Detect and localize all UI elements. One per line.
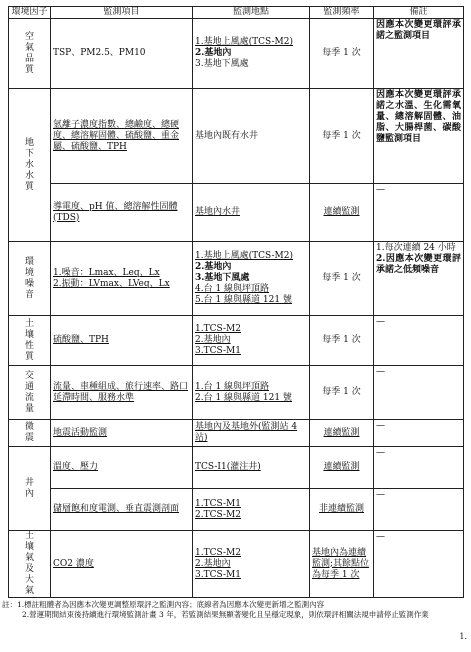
monitoring-plan-page	[8, 6, 463, 598]
table-row	[9, 316, 464, 366]
location-cell: 1.TCS-M1 2.TCS-M2	[193, 489, 310, 531]
note-cell: —	[374, 420, 464, 447]
table-row	[9, 242, 464, 316]
frequency-cell: 每季 1 次	[310, 19, 374, 89]
category-cell: 土壤性質	[9, 316, 51, 366]
item-cell: 流量、車種組成、旅行速率、路口延滯時間、服務水準	[51, 366, 193, 420]
table-header-row	[9, 7, 464, 19]
monitoring-table	[8, 6, 464, 598]
category-cell: 交通流量	[9, 366, 51, 420]
frequency-cell: 每季 1 次	[310, 89, 374, 184]
location-cell: 1.TCS-M2 2.基地內 3.TCS-M1	[193, 531, 310, 598]
note-cell: 1.每次連續 24 小時 2.因應本次變更環評承諾之低頻噪音	[374, 242, 464, 316]
item-cell: 氫離子濃度指數、總鹼度、總硬度、總溶解固體、硫酸鹽、重金屬、硫酸鹽、TPH	[51, 89, 193, 184]
page-mark: 1.	[459, 632, 467, 641]
location-cell: TCS-I1(灌注井)	[193, 447, 310, 489]
table-row	[9, 531, 464, 598]
item-cell: 導電度、pH 值、總溶解性固體(TDS)	[51, 184, 193, 242]
category-cell: 地下水水質	[9, 89, 51, 242]
table-row	[9, 19, 464, 89]
note-cell: —	[374, 489, 464, 531]
frequency-cell: 每季 1 次	[310, 316, 374, 366]
note-cell: —	[374, 531, 464, 598]
category-cell: 微震	[9, 420, 51, 447]
table-row	[9, 420, 464, 447]
item-cell: 1.噪音：Lmax、Leq、Lx 2.振動：LVmax、LVeq、Lx	[51, 242, 193, 316]
category-cell: 井內	[9, 447, 51, 531]
frequency-cell: 連續監測	[310, 184, 374, 242]
header-location: 監測地點	[193, 7, 310, 19]
category-cell: 土壤氣及大氣	[9, 531, 51, 598]
item-cell: CO2 濃度	[51, 531, 193, 598]
note-cell: 因應本次變更環評承諾之監測項目	[374, 19, 464, 89]
location-cell: 1.基地上風處(TCS-M2) 2.基地內 3.基地下風處	[193, 19, 310, 89]
frequency-cell: 基地內為連續監測;其餘點位為每季 1 次	[310, 531, 374, 598]
item-cell: 硫酸鹽、TPH	[51, 316, 193, 366]
table-row	[9, 447, 464, 489]
note-cell: —	[374, 316, 464, 366]
category-cell: 空氣品質	[9, 19, 51, 89]
category-cell: 環境噪音	[9, 242, 51, 316]
item-cell: TSP、PM2.5、PM10	[51, 19, 193, 89]
table-row	[9, 89, 464, 184]
header-frequency: 監測頻率	[310, 7, 374, 19]
header-factor: 環境因子	[9, 7, 51, 19]
item-cell: 溫度、壓力	[51, 447, 193, 489]
frequency-cell: 非連續監測	[310, 489, 374, 531]
note-cell: —	[374, 366, 464, 420]
frequency-cell: 每季 1 次	[310, 242, 374, 316]
location-cell: 基地內水井	[193, 184, 310, 242]
location-cell: 1.基地上風處(TCS-M2) 2.基地內 3.基地下風處 4.台 1 線與坪頂路 5.台 1 線與縣道 121 號	[193, 242, 310, 316]
location-cell: 1.TCS-M2 2.基地內 3.TCS-M1	[193, 316, 310, 366]
note-cell: 因應本次變更環評承諾之水溫、生化需氧量、總溶解固體、油脂、大腸桿菌、碳酸鹽監測項目	[374, 89, 464, 184]
footnote-1: 註：1.標註粗體者為因應本次變更調整原環評之監測內容；底線者為因應本次變更新增之監測內容	[2, 600, 325, 609]
footnote-2: 2.營運期間結束後持續進行環境監測計畫 3 年，若監測結果無顯著變化且呈穩定現象，則依環評相關法規申請停止監測作業	[22, 610, 429, 619]
footnotes	[2, 600, 467, 620]
note-cell: —	[374, 184, 464, 242]
item-cell: 儲層飽和度電測、垂直震測剖面	[51, 489, 193, 531]
table-row	[9, 366, 464, 420]
item-cell: 地震活動監測	[51, 420, 193, 447]
header-note: 備註	[374, 7, 464, 19]
table-row	[9, 489, 464, 531]
location-cell: 基地內既有水井	[193, 89, 310, 184]
frequency-cell: 連續監測	[310, 447, 374, 489]
table-row	[9, 184, 464, 242]
frequency-cell: 每季 1 次	[310, 366, 374, 420]
frequency-cell: 連續監測	[310, 420, 374, 447]
note-cell: —	[374, 447, 464, 489]
header-item: 監測項目	[51, 7, 193, 19]
location-cell: 基地內及基地外(監測站 4 站)	[193, 420, 310, 447]
location-cell: 1.台 1 線與坪頂路 2.台 1 線與縣道 121 號	[193, 366, 310, 420]
